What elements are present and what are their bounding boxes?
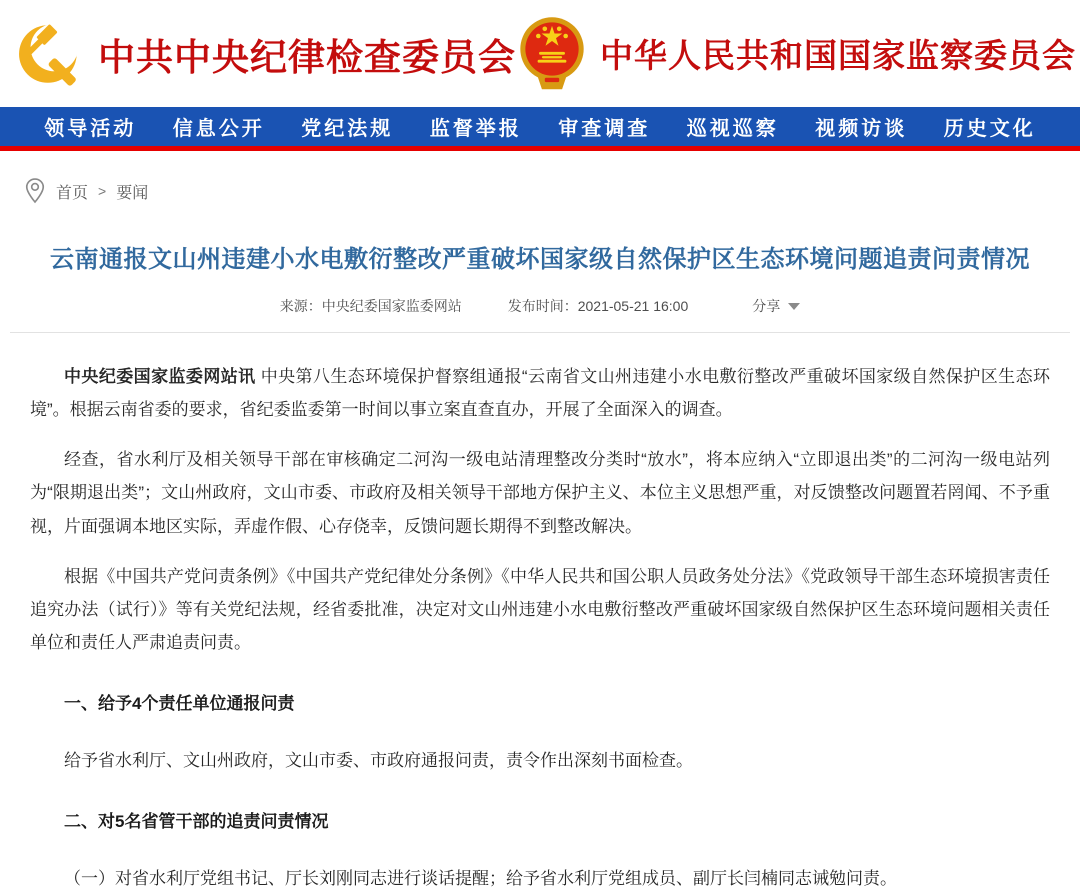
nav-item-supervision-report[interactable]: 监督举报 [429,118,522,140]
share-button[interactable] [752,296,800,316]
national-emblem-icon [516,13,588,95]
party-emblem-icon [14,13,86,95]
nsc-brand-link[interactable] [516,13,1076,95]
article-publish-time: 发布时间：2021-05-21 16:00 [507,298,689,314]
ccdi-brand-link[interactable] [14,13,516,95]
paragraph: （一）对省水利厅党组书记、厅长刘刚同志进行谈话提醒；给予省水利厅党组成员、副厅长闫楠同志诫勉问责。 [64,869,897,889]
article-source: 来源：中央纪委国家监委网站 [279,298,462,314]
share-label: 分享 [752,298,781,314]
article-body [0,333,1080,895]
page-title: 云南通报文山州违建小水电敷衍整改严重破坏国家级自然保护区生态环境问题追责问责情况 [50,246,1030,273]
paragraph: 给予省水利厅、文山州政府，文山市委、市政府通报问责，责令作出深刻书面检查。 [64,751,693,771]
nav-item-info-disclosure[interactable]: 信息公开 [172,118,265,140]
paragraph-lead: 中央纪委国家监委网站讯 [64,367,256,386]
breadcrumb-home[interactable]: 首页 [56,184,89,202]
paragraph: 经查，省水利厅及相关领导干部在审核确定二河沟一级电站清理整改分类时“放水”，将本应纳入“立即退出类”的二河沟一级电站列为“限期退出类”；文山州政府，文山市委、市政府及相关领导干部地方保护主义、本位主义思想严重，对反馈整改问题置若罔闻、不予重视，片面强调本地区实际，弄虚作假、心存侥幸，反馈问题长期得不到整改解决。 [30,450,1050,536]
nav-item-video-interviews[interactable]: 视频访谈 [815,118,908,140]
nsc-title: 中华人民共和国国家监察委员会 [600,39,1076,75]
breadcrumb [0,151,1080,213]
section-heading-1: 一、给予4个责任单位通报问责 [64,694,295,714]
nav-item-leader-activities[interactable]: 领导活动 [44,118,137,140]
paragraph-text: 中央第八生态环境保护督察组通报“云南省文山州违建小水电敷衍整改严重破坏国家级自然保护区生态环境”。根据云南省委的要求，省纪委监委第一时间以事立案直查直办，开展了全面深入的调查。 [30,367,1050,420]
paragraph [30,360,1050,426]
breadcrumb-separator: > [98,183,107,199]
breadcrumb-current[interactable]: 要闻 [116,184,149,202]
article-meta [10,296,1070,333]
location-pin-icon [24,177,46,205]
site-header [0,0,1080,107]
nav-item-party-regulations[interactable]: 党纪法规 [301,118,394,140]
article [0,239,1080,895]
paragraph: 根据《中国共产党问责条例》《中国共产党纪律处分条例》《中华人民共和国公职人员政务处分法》《党政领导干部生态环境损害责任追究办法（试行）》等有关党纪法规，经省委批准，决定对文山州违建小水电敷衍整改严重破坏国家级自然保护区生态环境问题相关责任单位和责任人严肃追责问责。 [30,566,1050,652]
main-nav [0,107,1080,151]
nav-item-review-investigation[interactable]: 审查调查 [558,118,651,140]
nav-item-inspection-tours[interactable]: 巡视巡察 [686,118,779,140]
caret-down-icon [788,303,800,310]
ccdi-title: 中共中央纪律检查委员会 [98,37,516,79]
nav-item-history-culture[interactable]: 历史文化 [943,118,1036,140]
section-heading-2: 二、对5名省管干部的追责问责情况 [64,812,329,832]
